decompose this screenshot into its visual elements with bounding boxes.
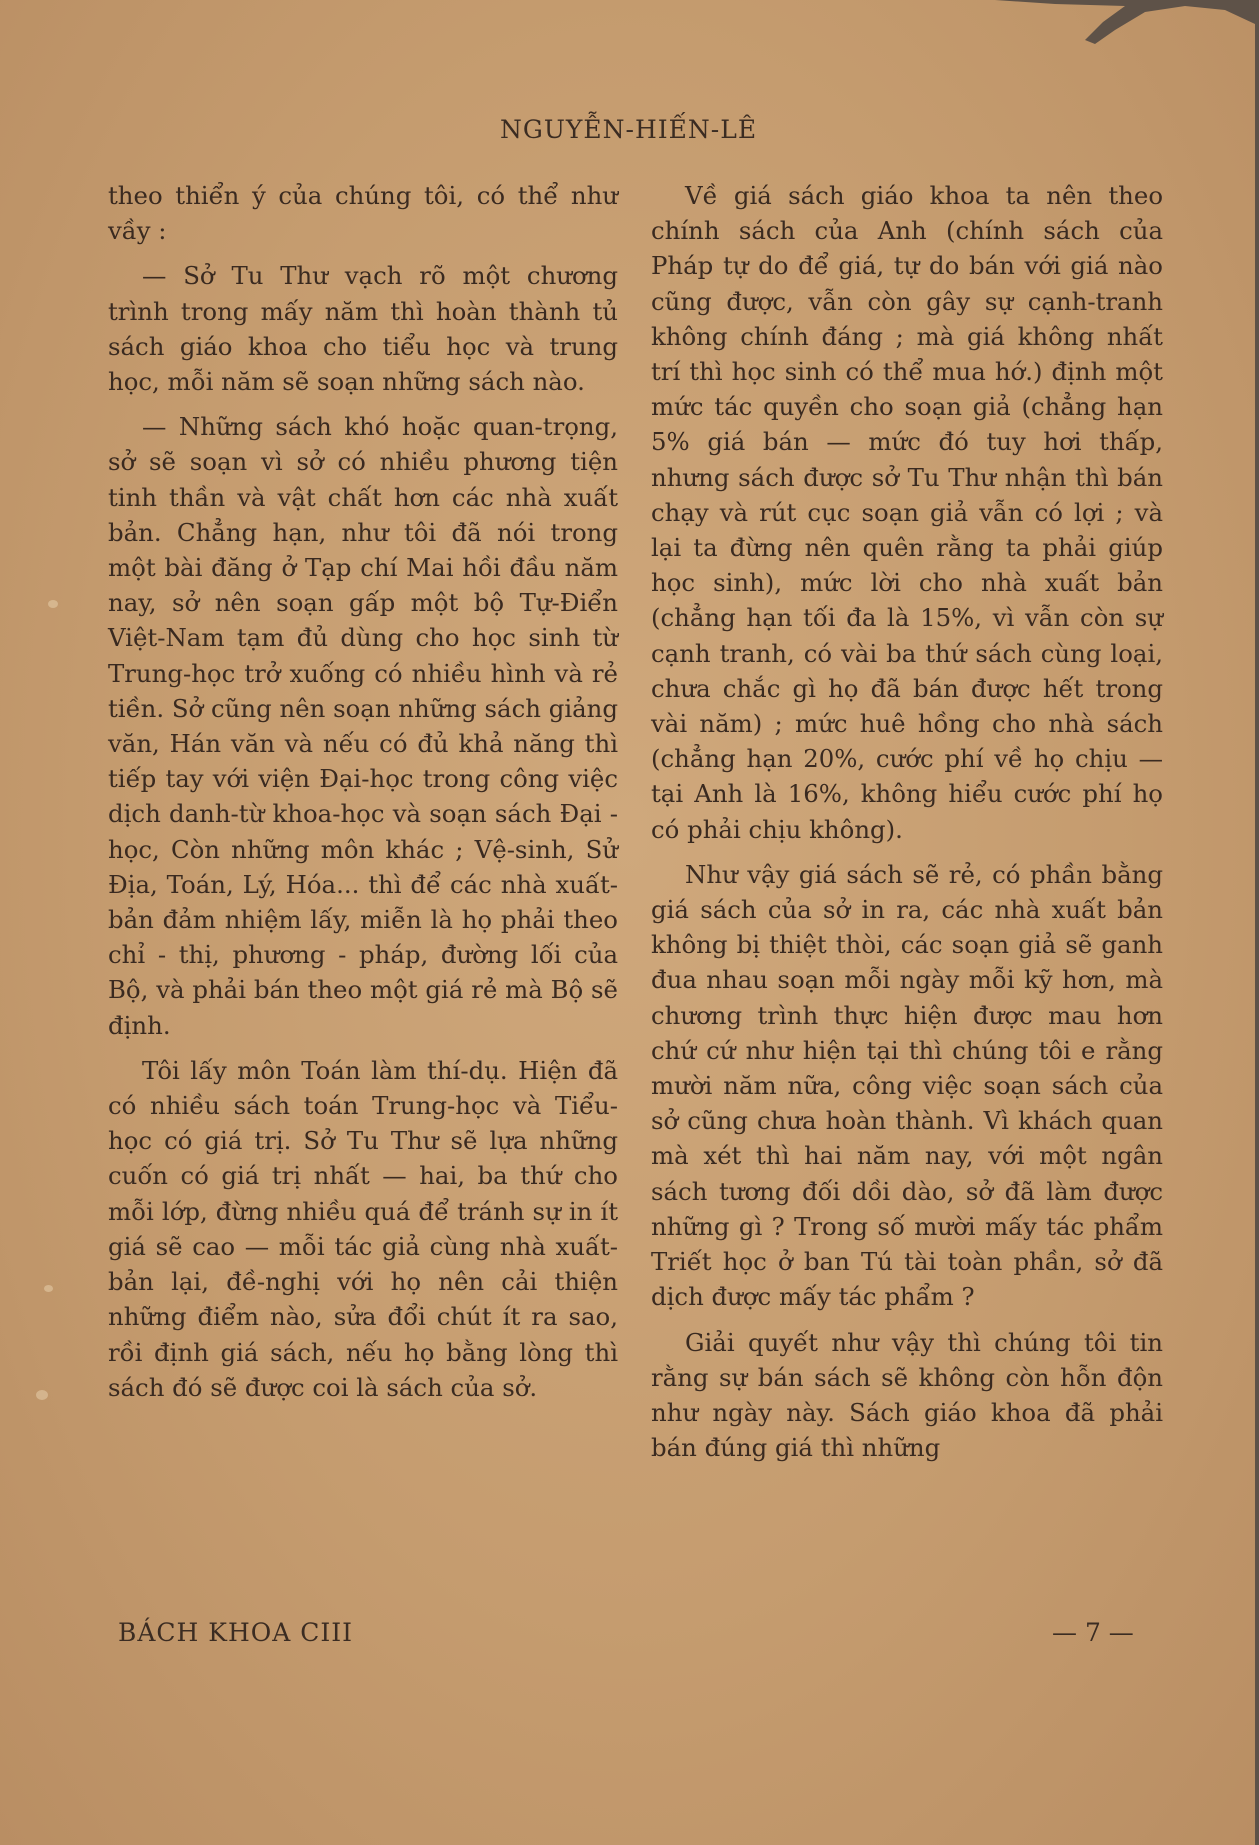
torn-corner [995,0,1255,60]
paragraph: Tôi lấy môn Toán làm thí-dụ. Hiện đã có nhiều sách toán Trung-học và Tiểu-học có giá trị. Sở Tu Thư sẽ lựa những cuốn có giá trị nhất — hai, ba thứ cho mỗi lớp, đừng nhiều quá để tránh sự in ít giá sẽ cao — mỗi tác giả cùng nhà xuất-bản lại, đề-nghị với họ nên cải thiện những điểm nào, sửa đổi chút ít ra sao, rồi định giá sách, nếu họ bằng lòng thì sách đó sẽ được coi là sách của sở. [108,1055,618,1402]
paragraph: Như vậy giá sách sẽ rẻ, có phần bằng giá sách của sở in ra, các nhà xuất bản không bị thiệt thòi, các soạn giả sẽ ganh đua nhau soạn mỗi ngày mỗi kỹ hơn, mà chương trình thực hiện được mau hơn chứ cứ như hiện tại thì chúng tôi e rằng mười năm nữa, công việc soạn sách của sở cũng chưa hoàn thành. Vì khách quan mà xét thì hai năm nay, với một ngân sách tương đối dồi dào, sở đã làm được những gì ? Trong số mười mấy tác phẩm Triết học ở ban Tú tài toàn phần, sở đã dịch được mấy tác phẩm ? [651,859,1163,1312]
paper-blemish [44,1285,53,1292]
paper-blemish [36,1390,48,1400]
paragraph: Về giá sách giáo khoa ta nên theo chính sách của Anh (chính sách của Pháp tự do để giá, tự do bán với giá nào cũng được, vẫn còn gây sự cạnh-tranh không chính đáng ; mà giá không nhất trí thì học sinh có thể mua hớ.) định một mức tác quyền cho soạn giả (chẳng hạn 5% giá bán — mức đó tuy hơi thấp, nhưng sách được sở Tu Thư nhận thì bán chạy và rút cục soạn giả vẫn có lợi ; và lại ta đừng nên quên rằng ta phải giúp học sinh), mức lời cho nhà xuất bản (chẳng hạn tối đa là 15%, vì vẫn còn sự cạnh tranh, có vài ba thứ sách cùng loại, chưa chắc gì họ đã bán được hết trong vài năm) ; mức huê hồng cho nhà sách (chẳng hạn 20%, cước phí về họ chịu — tại Anh là 16%, không hiểu cước phí họ có phải chịu không). [651,181,1163,844]
right-column [651,178,1163,1465]
left-column [108,178,618,1405]
paper-blemish [48,600,58,608]
paragraph: theo thiển ý của chúng tôi, có thể như vầy : [108,181,618,246]
paragraph: — Sở Tu Thư vạch rõ một chương trình trong mấy năm thì hoàn thành tủ sách giáo khoa cho tiểu học và trung học, mỗi năm sẽ soạn những sách nào. [108,261,618,397]
page-number: — 7 — [1052,1618,1134,1647]
paragraph: Giải quyết như vậy thì chúng tôi tin rằng sự bán sách sẽ không còn hỗn độn như ngày này. Sách giáo khoa đã phải bán đúng giá thì những [651,1327,1163,1463]
running-head: NGUYỄN-HIẾN-LÊ [500,115,758,144]
paragraph: — Những sách khó hoặc quan-trọng, sở sẽ soạn vì sở có nhiều phương tiện tinh thần và vật chất hơn các nhà xuất bản. Chẳng hạn, như tôi đã nói trong một bài đăng ở Tạp chí Mai hồi đầu năm nay, sở nên soạn gấp một bộ Tự-Điển Việt-Nam tạm đủ dùng cho học sinh từ Trung-học trở xuống có nhiều hình và rẻ tiền. Sở cũng nên soạn những sách giảng văn, Hán văn và nếu có đủ khả năng thì tiếp tay với viện Đại-học trong công việc dịch danh-từ khoa-học và soạn sách Đại - học, Còn những môn khác ; Vệ-sinh, Sử Địa, Toán, Lý, Hóa... thì để các nhà xuất-bản đảm nhiệm lấy, miễn là họ phải theo chỉ - thị, phương - pháp, đường lối của Bộ, và phải bán theo một giá rẻ mà Bộ sẽ định. [108,412,618,1040]
magazine-footer: BÁCH KHOA CIII [118,1618,354,1647]
